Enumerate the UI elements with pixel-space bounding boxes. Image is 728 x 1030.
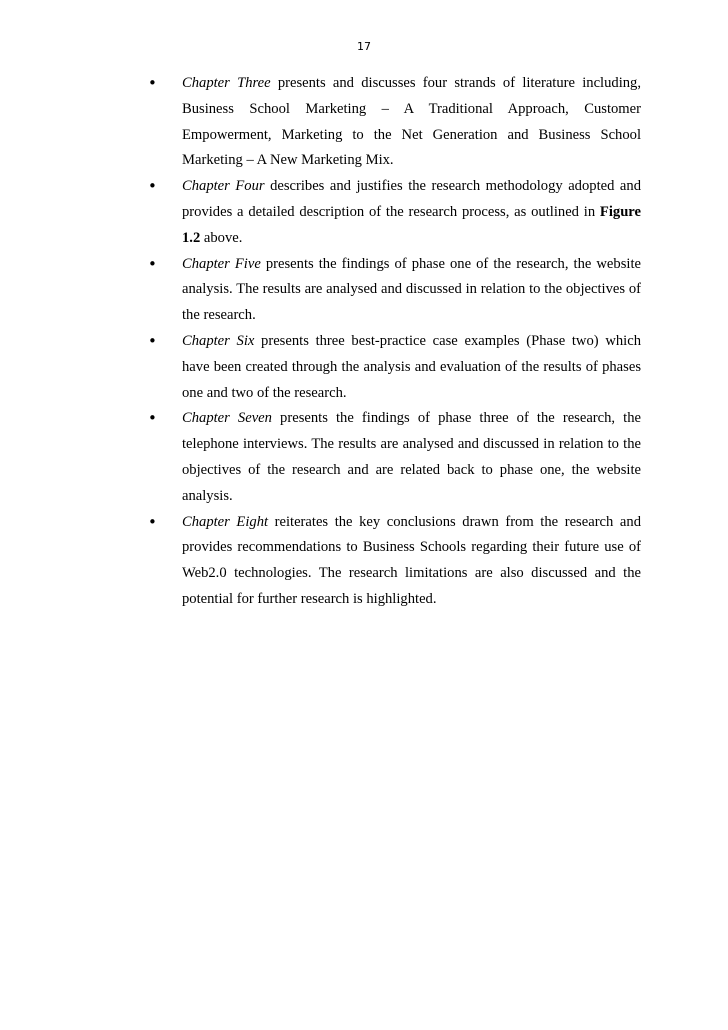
bullet-icon: • — [148, 74, 157, 92]
bullet-icon: • — [148, 409, 157, 428]
chapter-outline-list — [0, 71, 728, 613]
chapter-title: Chapter Eight — [182, 513, 269, 530]
list-item-chapter-five — [0, 252, 728, 329]
chapter-description-end: above. — [200, 229, 243, 246]
bullet-icon: • — [148, 512, 157, 531]
chapter-description: presents and discusses four strands of literature including, Business School Marketing – A Traditional Approach, Customer Empowerment, Marketing to the Net Generation and Business School Marketing – A New Marketing Mix. — [182, 75, 641, 169]
list-item-text — [182, 71, 641, 174]
list-item-text — [182, 510, 641, 613]
chapter-description: reiterates the key conclusions drawn from the research and provides recommendations to Business Schools regarding their future use of Web2.0 technologies. The research limitations are also discussed and the potential for further research is highlighted. — [182, 513, 641, 607]
list-item-text — [182, 252, 641, 329]
chapter-description: presents three best-practice case examples (Phase two) which have been created through the analysis and evaluation of the results of phases one and two of the research. — [182, 332, 641, 401]
chapter-title: Chapter Six — [182, 332, 255, 349]
page-number: 17 — [357, 40, 371, 53]
list-item-chapter-four — [0, 174, 728, 251]
list-item-chapter-six — [0, 329, 728, 406]
list-item-chapter-seven — [0, 406, 728, 509]
figure-reference: Figure 1.2 — [182, 203, 641, 246]
bullet-icon: • — [148, 177, 157, 196]
bullet-icon: • — [148, 331, 157, 350]
chapter-title: Chapter Seven — [182, 410, 272, 427]
list-item-text — [182, 329, 641, 406]
chapter-description: presents the findings of phase one of the research, the website analysis. The results are analysed and discussed in relation to the objectives of the research. — [182, 255, 641, 324]
bullet-icon: • — [148, 254, 157, 273]
chapter-title: Chapter Five — [182, 255, 261, 272]
list-item-text — [182, 174, 641, 251]
list-item-chapter-eight — [0, 510, 728, 613]
chapter-description: presents the findings of phase three of the research, the telephone interviews. The results are analysed and discussed in relation to the objectives of the research and are related back to phase one, the website analysis. — [182, 410, 642, 504]
chapter-title: Chapter Three — [182, 75, 271, 91]
list-item-text — [182, 406, 641, 509]
chapter-description: describes and justifies the research methodology adopted and provides a detailed description of the research process, as outlined in — [182, 178, 641, 220]
chapter-title: Chapter Four — [182, 178, 265, 195]
list-item-chapter-three — [0, 71, 728, 174]
